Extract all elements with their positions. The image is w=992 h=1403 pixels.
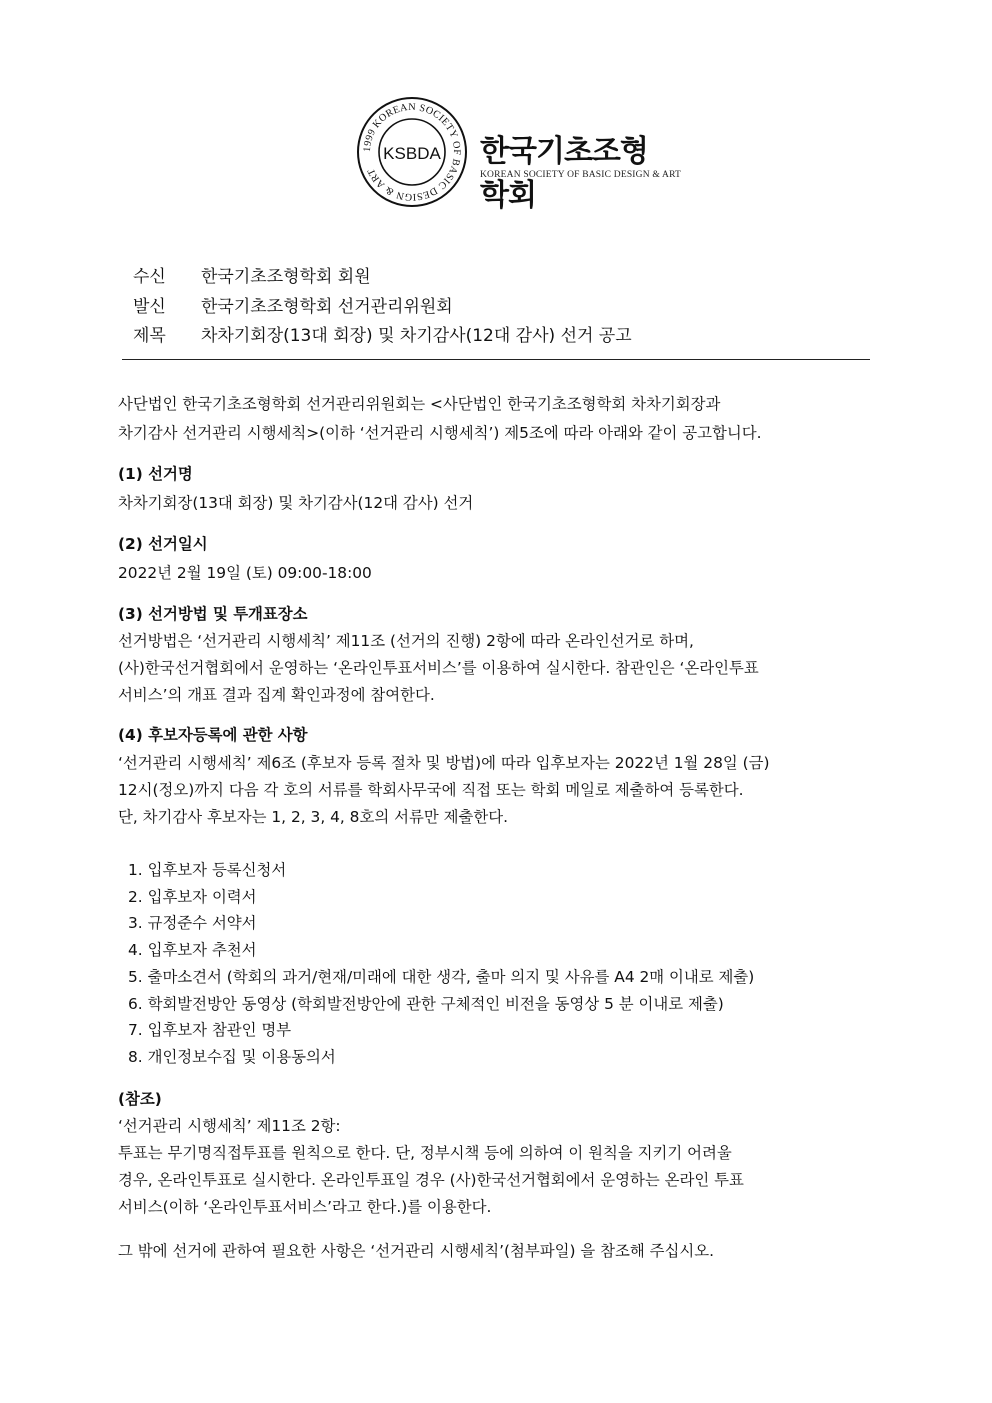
- logo-name-kr: 한국기초조형학회: [480, 134, 648, 213]
- intro-line: 차기감사 선거관리 시행세칙>(이하 ‘선거관리 시행세칙’) 제5조에 따라 아래와 같이 공고합니다.: [118, 424, 762, 442]
- section-line: 서비스’의 개표 결과 집계 확인과정에 참여한다.: [118, 686, 435, 704]
- subject-value: 차차기회장(13대 회장) 및 차기감사(12대 감사) 선거 공고: [201, 326, 632, 346]
- seal-ring-text: 1999 KOREAN SOCIETY OF BASIC DESIGN & ART: [361, 101, 463, 203]
- reference-line: 투표는 무기명직접투표를 원칙으로 한다. 단, 정부시책 등에 의하여 이 원칙을 지키기 어려울: [118, 1144, 732, 1162]
- reference-line: 경우, 온라인투표로 실시한다. 온라인투표일 경우 (사)한국선거협회에서 운영하는 온라인 투표: [118, 1171, 744, 1189]
- list-item: 5. 출마소견서 (학회의 과거/현재/미래에 대한 생각, 출마 의지 및 사유를 A4 2매 이내로 제출): [128, 968, 755, 986]
- recipient-label: 수신: [133, 267, 166, 287]
- recipient-value: 한국기초조형학회 회원: [201, 267, 371, 287]
- section-heading: (2) 선거일시: [118, 535, 208, 553]
- list-item: 3. 규정준수 서약서: [128, 914, 257, 932]
- closing-note: 그 밖에 선거에 관하여 필요한 사항은 ‘선거관리 시행세칙’(첨부파일) 을 참조해 주십시오.: [118, 1242, 714, 1260]
- section-heading: (4) 후보자등록에 관한 사항: [118, 726, 308, 744]
- header-sender: [133, 292, 453, 317]
- seal-abbr: KSBDA: [383, 144, 441, 163]
- section-heading: (3) 선거방법 및 투개표장소: [118, 605, 308, 623]
- reference-line: 서비스(이하 ‘온라인투표서비스’라고 한다.)를 이용한다.: [118, 1198, 492, 1216]
- list-item: 2. 입후보자 이력서: [128, 888, 257, 906]
- header-recipient: [133, 262, 371, 287]
- reference-line: ‘선거관리 시행세칙’ 제11조 2항:: [118, 1117, 341, 1135]
- list-item: 7. 입후보자 참관인 명부: [128, 1021, 292, 1039]
- list-item: 1. 입후보자 등록신청서: [128, 861, 287, 879]
- section-line: 선거방법은 ‘선거관리 시행세칙’ 제11조 (선거의 진행) 2항에 따라 온라인선거로 하며,: [118, 632, 694, 650]
- list-item: 6. 학회발전방안 동영상 (학회발전방안에 관한 구체적인 비전을 동영상 5 분 이내로 제출): [128, 995, 724, 1013]
- section-line: (사)한국선거협회에서 운영하는 ‘온라인투표서비스’를 이용하여 실시한다. 참관인은 ‘온라인투표: [118, 659, 759, 677]
- sender-value: 한국기초조형학회 선거관리위원회: [201, 297, 453, 317]
- section-line: 2022년 2월 19일 (토) 09:00-18:00: [118, 564, 372, 582]
- section-line: 단, 차기감사 후보자는 1, 2, 3, 4, 8호의 서류만 제출한다.: [118, 808, 508, 826]
- reference-heading: (참조): [118, 1090, 162, 1108]
- list-item: 4. 입후보자 추천서: [128, 941, 257, 959]
- section-heading: (1) 선거명: [118, 465, 193, 483]
- section-line: 차차기회장(13대 회장) 및 차기감사(12대 감사) 선거: [118, 494, 474, 512]
- society-logo: [356, 96, 682, 216]
- ksbda-seal-icon: [356, 96, 468, 208]
- subject-label: 제목: [133, 326, 166, 346]
- section-line: ‘선거관리 시행세칙’ 제6조 (후보자 등록 절차 및 방법)에 따라 입후보자는 2022년 1월 28일 (금): [118, 754, 770, 772]
- header-divider: [122, 359, 870, 360]
- logo-name-en: KOREAN SOCIETY OF BASIC DESIGN & ART: [480, 170, 682, 180]
- sender-label: 발신: [133, 297, 166, 317]
- intro-line: 사단법인 한국기초조형학회 선거관리위원회는 <사단법인 한국기초조형학회 차차기회장과: [118, 395, 721, 413]
- header-subject: [133, 321, 632, 346]
- list-item: 8. 개인정보수집 및 이용동의서: [128, 1048, 336, 1066]
- section-line: 12시(정오)까지 다음 각 호의 서류를 학회사무국에 직접 또는 학회 메일로 제출하여 등록한다.: [118, 781, 744, 799]
